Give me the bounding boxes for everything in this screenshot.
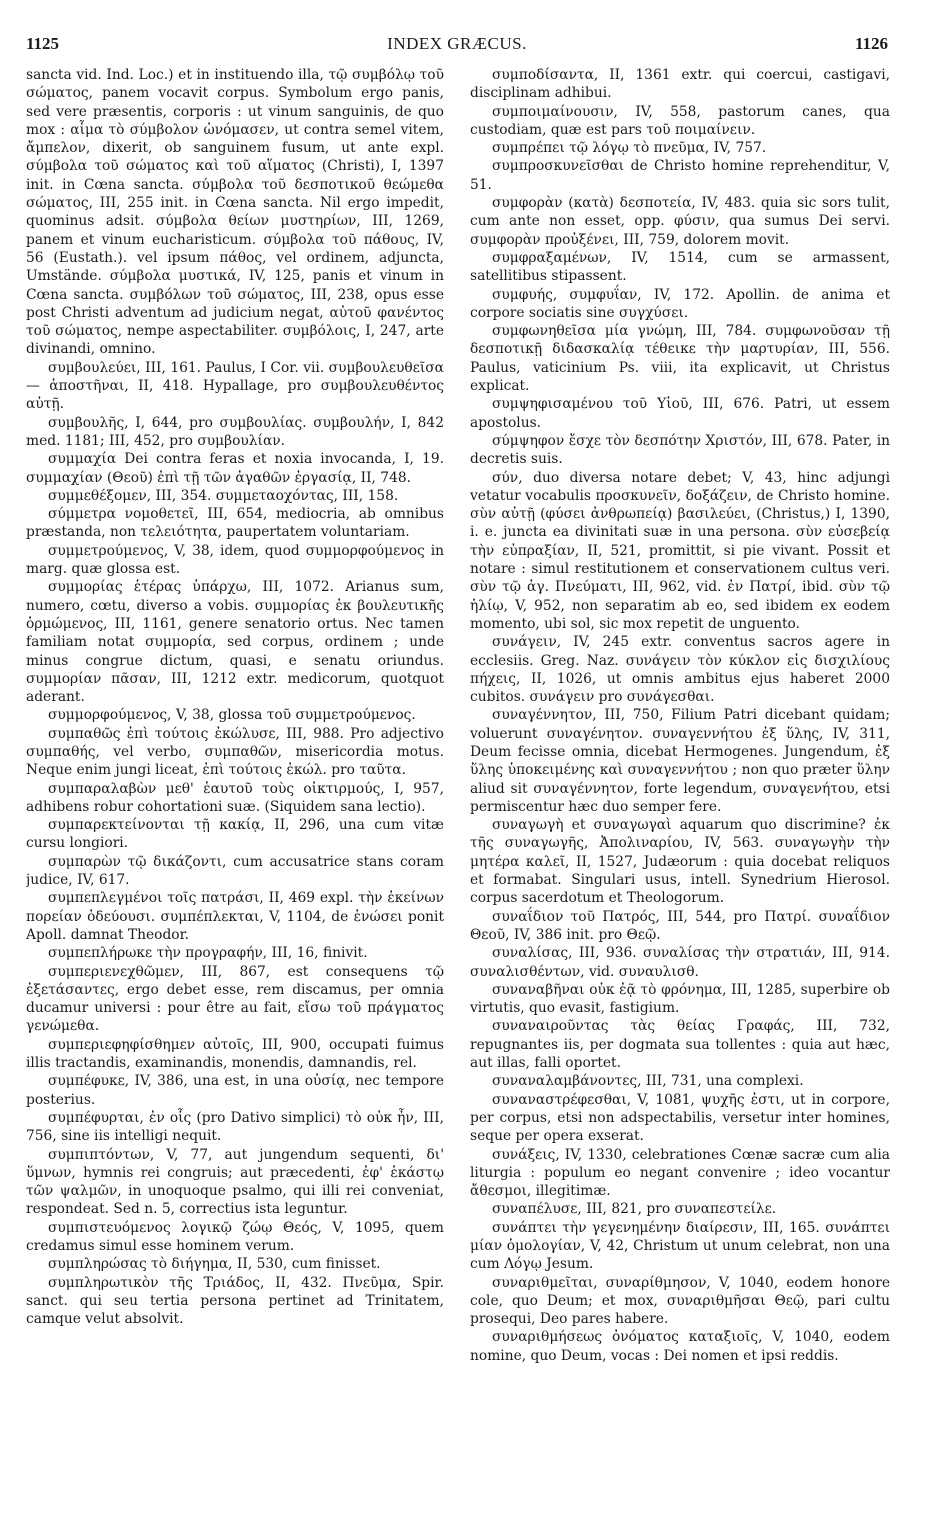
index-entry: συμφραξαμένων, IV, 1514, cum se armassent, satellitibus stipassent. [470, 249, 890, 285]
index-entry: συμπρέπει τῷ λόγῳ τὸ πνεῦμα, IV, 757. [492, 140, 767, 157]
page-header [26, 34, 888, 58]
index-entry: συμπαραλαβὼν μεθ' ἑαυτοῦ τοὺς οἰκτιρμούς, I, 957, adhibens robur cohortationi suæ. (Siquidem sana lectio). [26, 780, 444, 815]
index-entry: συναριθμήσεως ὀνόματος καταξιοῖς, V, 1040, eodem nomine, quo Deum, vocas : Dei nomen et ipsi reddis. [470, 1329, 890, 1364]
index-entry: συμπεπλήρωκε τὴν προγραφήν, III, 16, finivit. [48, 945, 368, 962]
index-entry: συμφυής, συμφυΐαν, IV, 172. Apollin. de anima et corpore sociatis sine συγχύσει. [470, 286, 890, 321]
index-entry: συμπαρὼν τῷ δικάζοντι, cum accusatrice stans coram judice, IV, 617. [26, 853, 444, 889]
index-entry: συμπαθῶς ἐπὶ τούτοις ἐκώλυσε, III, 988. Pro adjectivo συμπαθής, vel verbo, συμπαθῶν, misericordia motus. Neque enim jungi liceat, ἐπὶ τούτοις ἐκώλ. pro ταῦτα. [26, 725, 444, 779]
index-entry: συμβουλῆς, I, 644, pro συμβουλίας. συμβουλήν, I, 842 med. 1181; III, 452, pro συμβουλίαν. [26, 414, 444, 449]
index-entry: συμπροσκυνεῖσθαι de Christo homine reprehenditur, V, 51. [470, 158, 890, 193]
index-entry: συμπληρώσας τὸ διήγημα, II, 530, cum finisset. [48, 1256, 381, 1273]
index-entry: συμφωνηθεῖσα μία γνώμη, III, 784. συμφωνοῦσαν τῇ δεσποτικῇ διδασκαλίᾳ τέθεικε τὴν μαρτυρίαν, III, 556. Paulus, vaticinium Ps. viii, ita explicavit, ut Christus explicat. [470, 323, 890, 395]
index-entry: συμποδίσαντα, II, 1361 extr. qui coercui, castigavi, disciplinam adhibui. [470, 67, 890, 102]
index-entry: συμπληρωτικὸν τῆς Τριάδος, II, 432. Πνεῦμα, Spir. sanct. qui seu tertia persona pertinet ad Trinitatem, camque velut absolvit. [26, 1274, 444, 1328]
index-entry: συμπέφυρται, ἐν οἷς (pro Dativo simplici) τὸ οὐκ ἦν, III, 756, sine iis intelligi nequit. [26, 1109, 444, 1145]
index-entry: σύμμετρα νομοθετεῖ, III, 654, mediocria, ab omnibus præstanda, non τελειότητα, paupertatem voluntariam. [26, 506, 444, 541]
running-title: INDEX GRÆCUS. [387, 34, 527, 53]
index-entry: sancta vid. Ind. Loc.) et in instituendo illa, τῷ συμβόλῳ τοῦ σώματος, panem vocavit corpus. Symbolum ergo panis, sed vere præsentis, corporis : ut vinum sanguinis, de quo mox : αἷμα τὸ σύμβολον ὠνόμασεν, ut contra semel vitem, ἄμπελον, dixerit, ob sanguinem fusum, ut ante expl. σύμβολα τοῦ σώματος καὶ τοῦ αἵματος (Christi), I, 1397 init. in Cœna sancta. σύμβολα τοῦ δεσποτικοῦ θεώμεθα σώματος, III, 255 init. in Cœna sancta. Nil ergo impedit, quominus adsit. σύμβολα θείων μυστηρίων, III, 1269, panem et vinum eucharisticum. σύμβολα τοῦ πάθους, IV, 56 (Eustath.). vel ipsum πάθος, vel ordinem, adjuncta, Umstände. σύμβολα μυστικά, IV, 125, panis et vinum in Cœna sancta. συμβόλων τοῦ σώματος, III, 238, opus esse post Christi adventum ad judicium negat, αὐτοῦ φανέντος τοῦ σώματος, nempe aspectabiliter. συμβόλοις, I, 247, arte divinandi, omnino. [26, 67, 444, 358]
index-entry: συναναλαμβάνοντες, III, 731, una complexi. [492, 1073, 804, 1090]
index-entry: συμπαρεκτείνονται τῇ κακίᾳ, II, 296, una cum vitæ cursu longiori. [26, 817, 444, 852]
index-entry: συνάξεις, IV, 1330, celebrationes Cœnæ sacræ cum alia liturgia : populum eo negant convenire ; ideo vocantur ἄθεσμοι, illegitimæ. [470, 1146, 890, 1200]
page-number-right: 1126 [854, 34, 888, 53]
index-entry: συναγωγὴ et συναγωγαὶ aquarum quo discrimine? ἐκ τῆς συναγωγῆς, Ἀπολιναρίου, IV, 563. συναγωγὴν τὴν μητέρα καλεῖ, II, 1527, Judæorum : quia docebat reliquos et formabat. Singulari usus, intell. Synedrium Hierosol. corpus sacerdotum et Theologorum. [470, 817, 890, 907]
index-entry: συνάγειν, IV, 245 extr. conventus sacros agere in ecclesiis. Greg. Naz. συνάγειν τὸν κύκλον εἰς δισχιλίους πήχεις, II, 1026, ut omnis ambitus ejus haberet 2000 cubitos. συνάγειν pro συνάγεσθαι. [470, 634, 890, 706]
page-number-left: 1125 [26, 34, 60, 53]
index-entry: συμπεριενεχθῶμεν, III, 867, est consequens τῷ ἐξετάσαντες, ergo debet esse, rem discamus, per omnia ducamur universi : pour être au fait, εἴσω τοῦ πράγματος γενώμεθα. [26, 963, 444, 1035]
index-entry: συμβουλεύει, III, 161. Paulus, I Cor. vii. συμβουλευθεῖσα — ἀποστῆναι, II, 418. Hypallage, pro συμβουλευθέντος αὐτῇ. [26, 359, 444, 413]
index-entry: συμμορίας ἑτέρας ὑπάρχω, III, 1072. Arianus sum, numero, cœtu, diverso a vobis. συμμορίας ἐκ βουλευτικῆς ὁρμώμενος, III, 1161, genere senatorio ortus. Nec tamen familiam notat συμμορία, sed corpus, ordinem ; unde minus congrue dictum, quasi, e senatu oriundus. συμμορίαν πᾶσαν, III, 1212 extr. medicorum, quotquot aderant. [26, 579, 444, 706]
index-entry: συναναιροῦντας τὰς θείας Γραφάς, III, 732, repugnantes iis, per dogmata sua tollentes : quia aut hæc, aut illas, falli oportet. [470, 1018, 890, 1072]
index-entry: συναγέννητον, III, 750, Filium Patri dicebant quidam; voluerunt συναγένητον. συναγεννήτου ἐξ ὕλης, IV, 311, Deum fecisse omnia, dicebat Hermogenes. Jungendum, ἐξ ὕλης ὑποκειμένης καὶ συναγεννήτου ; non quo præter ὕλην aliud sit συναγέννητον, forte legendum, συναγενήτου, etsi permiscentur hæc duo semper fere. [470, 707, 890, 815]
index-entry: σύν, duo diversa notare debet; V, 43, hinc adjungi vetatur vocabulis προσκυνεῖν, δοξάζειν, de Christo homine. σὺν αὐτῇ (φύσει ἀνθρωπείᾳ) βασιλεύει, (Christus,) I, 1390, i. e. juncta ea divinitati suæ in una persona. σὺν εὐσεβείᾳ τὴν εὐπραξίαν, II, 521, promittit, si pie vivant. Possit et notare : simul restitutionem et conservationem cultus veri. σὺν τῷ ἁγ. Πνεύματι, III, 962, vid. ἐν Πατρί, ibid. σὺν τῷ ἡλίῳ, V, 952, non separatim ab eo, sed ibidem ex eodem momento, ubi sol, sic mox repetit de unguento. [470, 469, 890, 632]
index-entry: συμποιμαίνουσιν, IV, 558, pastorum canes, qua custodiam, quæ est pars τοῦ ποιμαίνειν. [470, 103, 890, 138]
index-entry: συμπεπλεγμένοι τοῖς πατράσι, II, 469 expl. τὴν ἐκείνων πορείαν ὁδεύουσι. συμπέπλεκται, V, 1104, de ἑνώσει ponit Apoll. damnat Theodor. [26, 890, 444, 943]
index-entry: συναριθμεῖται, συναρίθμησον, V, 1040, eodem honore cole, quo Deum; et mox, συναριθμῆσαι Θεῷ, pari cultu prosequi, Deo pares habere. [470, 1274, 890, 1328]
index-entry: συναναβῆναι οὐκ ἐᾷ τὸ φρόνημα, III, 1285, superbire ob virtutis, quo evasit, fastigium. [470, 981, 890, 1017]
index-entry: συμπεριεφηφίσθημεν αὐτοῖς, III, 900, occupati fuimus illis tractandis, examinandis, monendis, damnandis, rel. [26, 1036, 444, 1072]
index-entry: συμφορὰν (κατὰ) δεσποτεία, IV, 483. quia sic sors tulit, cum ante non esset, opp. φύσιν, qua sumus Dei servi. συμφορὰν προὐξένει, III, 759, dolorem movit. [470, 195, 890, 248]
right-column [470, 66, 890, 1536]
index-entry: συμπέφυκε, IV, 386, una est, in una οὐσίᾳ, nec tempore posterius. [26, 1073, 444, 1108]
index-entry: συναΐδιον τοῦ Πατρός, III, 544, pro Πατρί. συναΐδιον Θεοῦ, IV, 386 init. pro Θεῷ. [470, 908, 890, 943]
index-entry: συμμεθέξομεν, III, 354. συμμεταοχόντας, III, 158. [48, 487, 399, 504]
index-entry: συμμετρούμενος, V, 38, idem, quod συμμορφούμενος in marg. quæ glossa est. [26, 542, 444, 578]
index-entry: συμπιπτόντων, V, 77, aut jungendum sequenti, δι' ὕμνων, hymnis rei congruis; aut præcedenti, ἐφ' ἑκάστῳ τῶν ψαλμῶν, in unoquoque psalmo, qui illi rei conveniat, respondeat. Sed n. 5, correctius ista leguntur. [26, 1146, 444, 1218]
left-column [26, 66, 444, 1536]
index-entry: σύμψηφον ἔσχε τὸν δεσπότην Χριστόν, III, 678. Pater, in decretis suis. [470, 432, 890, 468]
index-entry: συνάπτει τὴν γεγενημένην διαίρεσιν, III, 165. συνάπτει μίαν ὁμολογίαν, V, 42, Christum ut unum celebrat, non una cum Λόγῳ Jesum. [470, 1219, 890, 1273]
index-entry: συναπέλυσε, III, 821, pro συναπεστείλε. [492, 1201, 777, 1218]
index-entry: συμπιστευόμενος λογικῷ ζώῳ Θεός, V, 1095, quem credamus simul esse hominem verum. [26, 1219, 444, 1254]
index-entry: συμμαχία Dei contra feras et noxia invocanda, I, 19. συμμαχίαν (Θεοῦ) ἐπὶ τῇ τῶν ἀγαθῶν ἐργασίᾳ, II, 748. [26, 451, 444, 486]
index-entry: συναναστρέφεσθαι, V, 1081, ψυχῆς ἐστι, ut in corpore, per corpus, etsi non adspectabilis, versetur inter homines, seque per opera exserat. [470, 1091, 890, 1145]
index-entry: συμμορφούμενος, V, 38, glossa τοῦ συμμετρούμενος. [48, 707, 416, 724]
index-entry: συναλίσας, III, 936. συναλίσας τὴν στρατιάν, III, 914. συναλισθέντων, vid. συναυλισθ. [470, 945, 890, 980]
index-entry: συμψηφισαμένου τοῦ Υἱοῦ, III, 676. Patri, ut essem apostolus. [470, 396, 890, 431]
